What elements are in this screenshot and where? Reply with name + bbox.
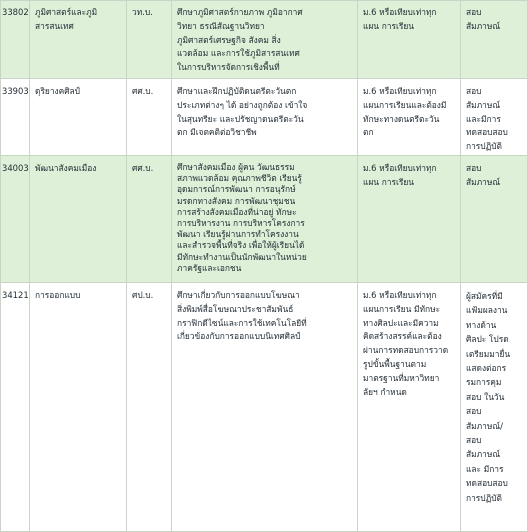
- program-code: 33802: [2, 7, 29, 17]
- qualification-line: คิดสร้างสรรค์และต้อง: [363, 331, 442, 342]
- qualification-line: ทักษะทางดนตรีตะวัน: [363, 113, 440, 124]
- selection-method-line: การปฏิบัติ: [466, 141, 502, 152]
- qualification-line: มาตรฐานที่มหาวิทยา: [363, 372, 440, 383]
- description-line: ภูมิศาสตร์เศรษฐกิจ สังคม สิ่ง: [177, 34, 281, 45]
- selection-method-cell: [460, 0, 528, 78]
- program-name-cell: [29, 283, 126, 531]
- degree-cell: [126, 79, 171, 155]
- program-code-cell: [0, 156, 29, 282]
- selection-method-line: แสดงต่อกร: [466, 363, 507, 374]
- description-line: กราฟิกดีไซน์และการใช้เทคโนโลยีที่: [177, 317, 307, 328]
- description-line: เกี่ยวข้องกับการออกแบบนิเทศศิลป์: [177, 331, 301, 342]
- description-line: ในสุนทรียะ และปรัชญาดนตรีตะวัน: [177, 113, 304, 124]
- selection-method-line: ทดสอบสอบ: [466, 127, 508, 138]
- description-line: และสำรวจพื้นที่จริง เพื่อให้ผู้เรียนได้: [177, 240, 305, 251]
- selection-method-line: สอบ ในวัน: [466, 391, 505, 402]
- description-line: ประเภทต่างๆ ได้ อย่างถูกต้อง เข้าใจ: [177, 99, 308, 110]
- qualification-cell: [357, 79, 460, 155]
- selection-method-line: สอบ: [466, 86, 482, 96]
- selection-method-cell: [460, 79, 528, 155]
- selection-method-cell: [460, 156, 528, 282]
- description-line: พัฒนา เรียนรู้ผ่านการทำโครงงาน: [177, 229, 299, 240]
- description-line: วิทยา ธรณีสัณฐานวิทยา: [177, 20, 265, 31]
- qualification-line: ม.6 หรือเทียบเท่าทุก: [363, 7, 437, 17]
- program-name-cell: [29, 0, 126, 78]
- description-line: การสร้างสังคมเมืองที่น่าอยู่ ทักษะ: [177, 206, 297, 217]
- selection-method-line: สอบ: [466, 406, 482, 417]
- selection-method-line: ผู้สมัครที่มี: [466, 291, 503, 301]
- selection-method-line: และ มีการ: [466, 463, 504, 474]
- qualification-line: ม.6 หรือเทียบเท่าทุก: [363, 290, 437, 300]
- description-cell: [171, 156, 357, 282]
- description-line: ภาครัฐและเอกชน: [177, 262, 242, 273]
- description-line: มรดกทางสังคม การพัฒนาชุมชน: [177, 195, 296, 206]
- qualification-cell: [357, 283, 460, 531]
- program-name-line: สารสนเทศ: [35, 20, 74, 31]
- degree-abbrev: ศศ.บ.: [132, 86, 154, 96]
- selection-method-line: สัมภาษณ์: [466, 449, 501, 460]
- selection-method-line: สอบ: [466, 163, 482, 173]
- program-name-cell: [29, 156, 126, 282]
- program-name-cell: [29, 79, 126, 155]
- description-line: ศึกษาภูมิศาสตร์กายภาพ ภูมิอากาศ: [177, 7, 303, 17]
- description-line: อุดมการณ์การพัฒนา การอนุรักษ์: [177, 184, 296, 195]
- degree-cell: [126, 0, 171, 78]
- qualification-cell: [357, 156, 460, 282]
- qualification-line: แผนการเรียน มีทักษะ: [363, 303, 441, 314]
- selection-method-line: เตรียมมายื่น: [466, 348, 511, 359]
- description-line: ศึกษาเกี่ยวกับการออกแบบโฆษณา: [177, 290, 300, 300]
- program-name-line: ดุริยางคศิลป์: [35, 86, 81, 96]
- program-code: 34003: [2, 163, 29, 173]
- table-row: [0, 283, 528, 532]
- description-line: สิ่งพิมพ์สื่อโฆษณาประชาสัมพันธ์: [177, 303, 294, 314]
- description-line: ศึกษาสังคมเมือง ผู้คน วัฒนธรรม: [177, 162, 295, 172]
- selection-method-line: สอบ: [466, 435, 482, 446]
- table-row: [0, 156, 528, 283]
- description-line: ในการบริหารจัดการเชิงพื้นที่: [177, 62, 280, 73]
- description-line: มีทักษะทำงานเป็นนักพัฒนาในหน่วย: [177, 251, 307, 262]
- selection-method-cell: [460, 283, 528, 531]
- table-row: [0, 0, 528, 79]
- qualification-cell: [357, 0, 460, 78]
- qualification-line: ทางศิลปะและมีความ: [363, 317, 439, 328]
- qualification-line: แผน การเรียน: [363, 20, 414, 31]
- selection-method-line: ทดสอบสอบ: [466, 478, 508, 489]
- description-line: การบริหารงาน การบริหารโครงการ: [177, 218, 305, 229]
- degree-cell: [126, 156, 171, 282]
- selection-method-line: ศิลปะ โปรด: [466, 334, 509, 345]
- selection-method-line: และมีการ: [466, 113, 501, 124]
- program-code-cell: [0, 283, 29, 531]
- description-line: แวดล้อม และการใช้ภูมิสารสนเทศ: [177, 48, 300, 59]
- qualification-line: แผนการเรียนและต้องมี: [363, 99, 447, 110]
- program-name-line: พัฒนาสังคมเมือง: [35, 163, 97, 173]
- qualification-line: ตก: [363, 127, 374, 138]
- qualification-line: รูปขั้นพื้นฐานตาม: [363, 358, 427, 369]
- description-cell: [171, 0, 357, 78]
- qualification-line: ผ่านการทดสอบการวาด: [363, 345, 449, 356]
- selection-method-line: สอบ: [466, 7, 482, 17]
- program-code: 34121: [2, 290, 29, 300]
- degree-abbrev: ศป.บ.: [132, 290, 154, 300]
- description-line: ศึกษาและฝึกปฏิบัติดนตรีตะวันตก: [177, 86, 297, 96]
- program-code-cell: [0, 79, 29, 155]
- selection-method-line: สัมภาษณ์: [466, 99, 501, 110]
- qualification-line: ม.6 หรือเทียบเท่าทุก: [363, 163, 437, 173]
- description-line: ตก มีเจตคติต่อวิชาชีพ: [177, 127, 257, 138]
- selection-method-line: แฟ้มผลงาน: [466, 305, 508, 316]
- selection-method-line: สัมภาษณ์: [466, 20, 501, 31]
- degree-abbrev: ศศ.บ.: [132, 163, 154, 173]
- selection-method-line: การปฏิบัติ: [466, 492, 502, 503]
- selection-method-line: รมการคุม: [466, 377, 502, 388]
- description-line: สภาพแวดล้อม คุณภาพชีวิต เรียนรู้: [177, 173, 302, 184]
- qualification-line: ลัยฯ กำหนด: [363, 386, 407, 397]
- selection-method-line: ทางด้าน: [466, 319, 497, 330]
- selection-method-line: สัมภาษณ์: [466, 176, 501, 187]
- description-cell: [171, 79, 357, 155]
- qualification-line: แผน การเรียน: [363, 176, 414, 187]
- description-cell: [171, 283, 357, 531]
- program-code-cell: [0, 0, 29, 78]
- program-code: 33903: [2, 86, 29, 96]
- program-name-line: ภูมิศาสตร์และภูมิ: [35, 7, 98, 17]
- table-row: [0, 79, 528, 156]
- degree-abbrev: วท.บ.: [132, 7, 153, 17]
- selection-method-line: สัมภาษณ์/: [466, 420, 503, 431]
- program-name-line: การออกแบบ: [35, 290, 81, 300]
- degree-cell: [126, 283, 171, 531]
- qualification-line: ม.6 หรือเทียบเท่าทุก: [363, 86, 437, 96]
